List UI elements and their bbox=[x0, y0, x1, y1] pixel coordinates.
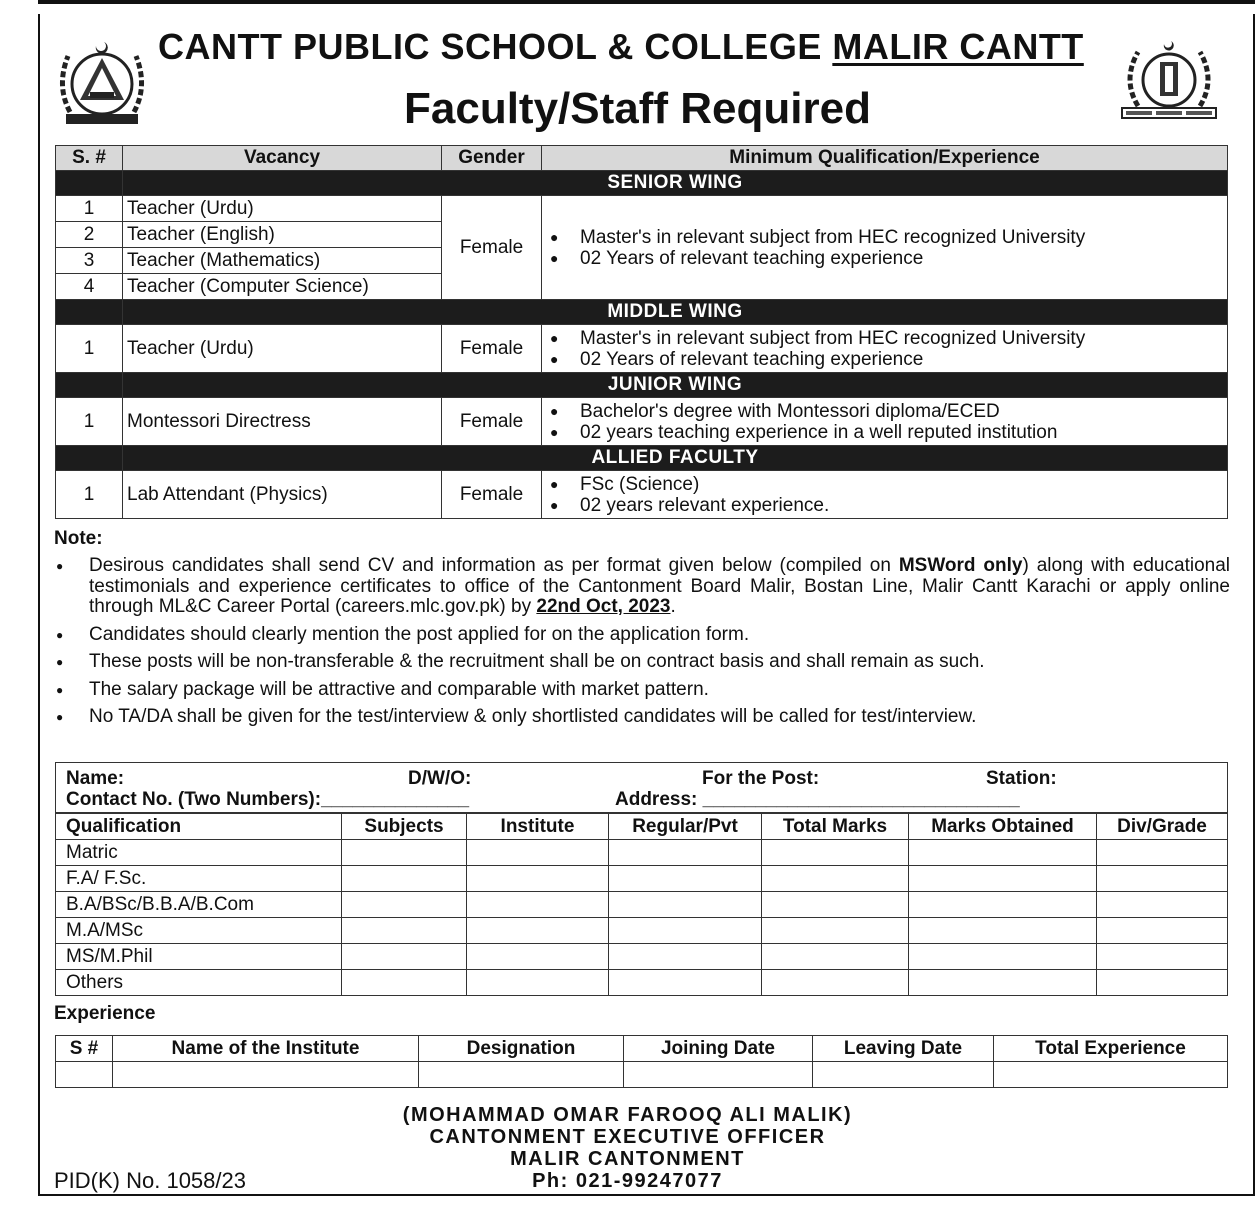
col-institute: Institute bbox=[467, 814, 609, 840]
note-text: These posts will be non-transferable & the recruitment shall be on contract basis and shall remain as such. bbox=[89, 651, 985, 672]
table-row bbox=[56, 944, 1228, 970]
col-subjects: Subjects bbox=[342, 814, 467, 840]
col-vacancy: Vacancy bbox=[123, 146, 442, 171]
table-row-vacancy: Lab Attendant (Physics) bbox=[123, 471, 442, 519]
note-text: . bbox=[670, 596, 676, 617]
office-phone: Ph: 021-99247077 bbox=[532, 1170, 723, 1192]
table-row-sno: 1 bbox=[56, 398, 123, 446]
note-item: ● The salary package will be attractive and comparable with market pattern. bbox=[54, 680, 1230, 701]
section-junior-wing: JUNIOR WING bbox=[123, 373, 1228, 398]
table-row bbox=[56, 866, 1228, 892]
note-emphasis: MSWord only bbox=[898, 555, 1023, 576]
col-regular-pvt: Regular/Pvt bbox=[609, 814, 762, 840]
deadline-date: 22nd Oct, 2023 bbox=[536, 596, 671, 617]
gender-cell: Female bbox=[442, 196, 542, 300]
col-institute-name: Name of the Institute bbox=[113, 1036, 419, 1062]
experience-table bbox=[55, 1035, 1228, 1088]
table-row-sno: 1 bbox=[56, 471, 123, 519]
qualification-item: FSc (Science) bbox=[580, 473, 700, 495]
qualification-item: 02 years teaching experience in a well reputed institution bbox=[580, 421, 1058, 443]
note-item: ● No TA/DA shall be given for the test/interview & only shortlisted candidates will be called for test/interview. bbox=[54, 707, 1230, 728]
col-sno: S. # bbox=[56, 146, 123, 171]
qualification-item: Master's in relevant subject from HEC recognized University bbox=[580, 327, 1086, 349]
school-name-location: MALIR CANTT bbox=[832, 26, 1084, 67]
qualification-item: 02 Years of relevant teaching experience bbox=[580, 247, 924, 269]
note-item: ● These posts will be non-transferable & the recruitment shall be on contract basis and shall remain as such. bbox=[54, 652, 1230, 673]
qualification-name: F.A/ F.Sc. bbox=[56, 866, 342, 892]
col-total-experience: Total Experience bbox=[994, 1036, 1228, 1062]
qualification-name: Others bbox=[56, 970, 342, 996]
note-text: ) along with educational testimonials and experience certificates to office of the Cantonment Board Malir, Bostan Line, Malir Cantt Karachi or apply online through ML&C Career Portal (careers.mlc.gov.pk) by bbox=[89, 555, 1230, 617]
notes-list bbox=[54, 556, 1230, 735]
note-text: Desirous candidates shall send CV and information as per format given below (compiled on bbox=[89, 555, 899, 576]
section-middle-wing: MIDDLE WING bbox=[123, 300, 1228, 325]
vacancy-table bbox=[55, 145, 1228, 519]
contact-label: Contact No. (Two Numbers):______________ bbox=[66, 789, 470, 810]
table-row-sno: 1 bbox=[56, 325, 123, 373]
table-row bbox=[56, 892, 1228, 918]
col-qualification: Qualification bbox=[56, 814, 342, 840]
qualification-cell: ● Master's in relevant subject from HEC recognized University ● 02 Years of relevant teaching experience bbox=[542, 196, 1228, 300]
qualification-name: M.A/MSc bbox=[56, 918, 342, 944]
top-rule bbox=[38, 0, 1255, 4]
qualification-name: B.A/BSc/B.B.A/B.Com bbox=[56, 892, 342, 918]
table-row-sno: 4 bbox=[56, 274, 123, 300]
table-row-vacancy: Teacher (Urdu) bbox=[123, 196, 442, 222]
qualification-name: Matric bbox=[56, 840, 342, 866]
table-row-vacancy: Teacher (English) bbox=[123, 222, 442, 248]
col-qualification: Minimum Qualification/Experience bbox=[542, 146, 1228, 171]
qualification-cell: ● Master's in relevant subject from HEC recognized University ● 02 Years of relevant teaching experience bbox=[542, 325, 1228, 373]
qualification-item: 02 years relevant experience. bbox=[580, 494, 830, 516]
table-row bbox=[56, 1062, 1228, 1088]
gender-cell: Female bbox=[442, 398, 542, 446]
qualification-table bbox=[55, 813, 1228, 996]
pid-number: PID(K) No. 1058/23 bbox=[54, 1168, 246, 1193]
note-item: ● Candidates should clearly mention the post applied for on the application form. bbox=[54, 625, 1230, 646]
qualification-name: MS/M.Phil bbox=[56, 944, 342, 970]
col-sno: S # bbox=[56, 1036, 113, 1062]
station-label: Station: bbox=[986, 768, 1057, 789]
col-div-grade: Div/Grade bbox=[1097, 814, 1228, 840]
table-row-sno: 2 bbox=[56, 222, 123, 248]
qualification-item: Master's in relevant subject from HEC recognized University bbox=[580, 226, 1086, 248]
table-row bbox=[56, 918, 1228, 944]
note-heading: Note: bbox=[54, 528, 103, 549]
col-leaving-date: Leaving Date bbox=[813, 1036, 994, 1062]
note-text: Candidates should clearly mention the post applied for on the application form. bbox=[89, 623, 750, 645]
table-row-vacancy: Montessori Directress bbox=[123, 398, 442, 446]
col-marks-obtained: Marks Obtained bbox=[909, 814, 1097, 840]
qualification-item: Bachelor's degree with Montessori diploma/ECED bbox=[580, 400, 1000, 422]
col-total-marks: Total Marks bbox=[762, 814, 909, 840]
table-row bbox=[56, 840, 1228, 866]
table-row-vacancy: Teacher (Urdu) bbox=[123, 325, 442, 373]
address-label: Address: ______________________________ bbox=[615, 789, 1020, 810]
table-row-vacancy: Teacher (Computer Science) bbox=[123, 274, 442, 300]
experience-heading: Experience bbox=[54, 1003, 156, 1024]
gender-cell: Female bbox=[442, 325, 542, 373]
section-allied-faculty: ALLIED FACULTY bbox=[123, 446, 1228, 471]
dwo-label: D/W/O: bbox=[408, 768, 472, 789]
office-name: MALIR CANTONMENT bbox=[510, 1148, 745, 1170]
col-designation: Designation bbox=[419, 1036, 624, 1062]
col-joining-date: Joining Date bbox=[624, 1036, 813, 1062]
table-row-vacancy: Teacher (Mathematics) bbox=[123, 248, 442, 274]
note-item: ● Desirous candidates shall send CV and information as per format given below (compiled on MSWord only) along with educational testimonials and experience certificates to office of the Cantonment Board Malir, Bostan Line, Malir Cantt Karachi or apply online through ML&C Career Portal (careers.mlc.gov.pk) by 22nd Oct, 2023. bbox=[56, 555, 1230, 617]
gender-cell: Female bbox=[442, 471, 542, 519]
officer-name: (MOHAMMAD OMAR FAROOQ ALI MALIK) bbox=[402, 1104, 853, 1126]
officer-title: CANTONMENT EXECUTIVE OFFICER bbox=[429, 1126, 826, 1148]
name-label: Name: bbox=[66, 768, 125, 789]
school-name bbox=[158, 26, 1084, 68]
post-label: For the Post: bbox=[702, 768, 820, 789]
note-text: No TA/DA shall be given for the test/interview & only shortlisted candidates will be called for test/interview. bbox=[89, 706, 977, 727]
section-senior-wing: SENIOR WING bbox=[123, 171, 1228, 196]
qualification-cell: ● Bachelor's degree with Montessori diploma/ECED ● 02 years teaching experience in a well reputed institution bbox=[542, 398, 1228, 446]
table-row-sno: 3 bbox=[56, 248, 123, 274]
qualification-cell: ● FSc (Science) ● 02 years relevant experience. bbox=[542, 471, 1228, 519]
col-gender: Gender bbox=[442, 146, 542, 171]
qualification-item: 02 Years of relevant teaching experience bbox=[580, 348, 924, 370]
table-row bbox=[56, 970, 1228, 996]
note-text: The salary package will be attractive and comparable with market pattern. bbox=[89, 678, 709, 700]
school-name-plain: CANTT PUBLIC SCHOOL & COLLEGE bbox=[158, 26, 833, 67]
table-row-sno: 1 bbox=[56, 196, 123, 222]
page-heading: Faculty/Staff Required bbox=[404, 84, 871, 133]
